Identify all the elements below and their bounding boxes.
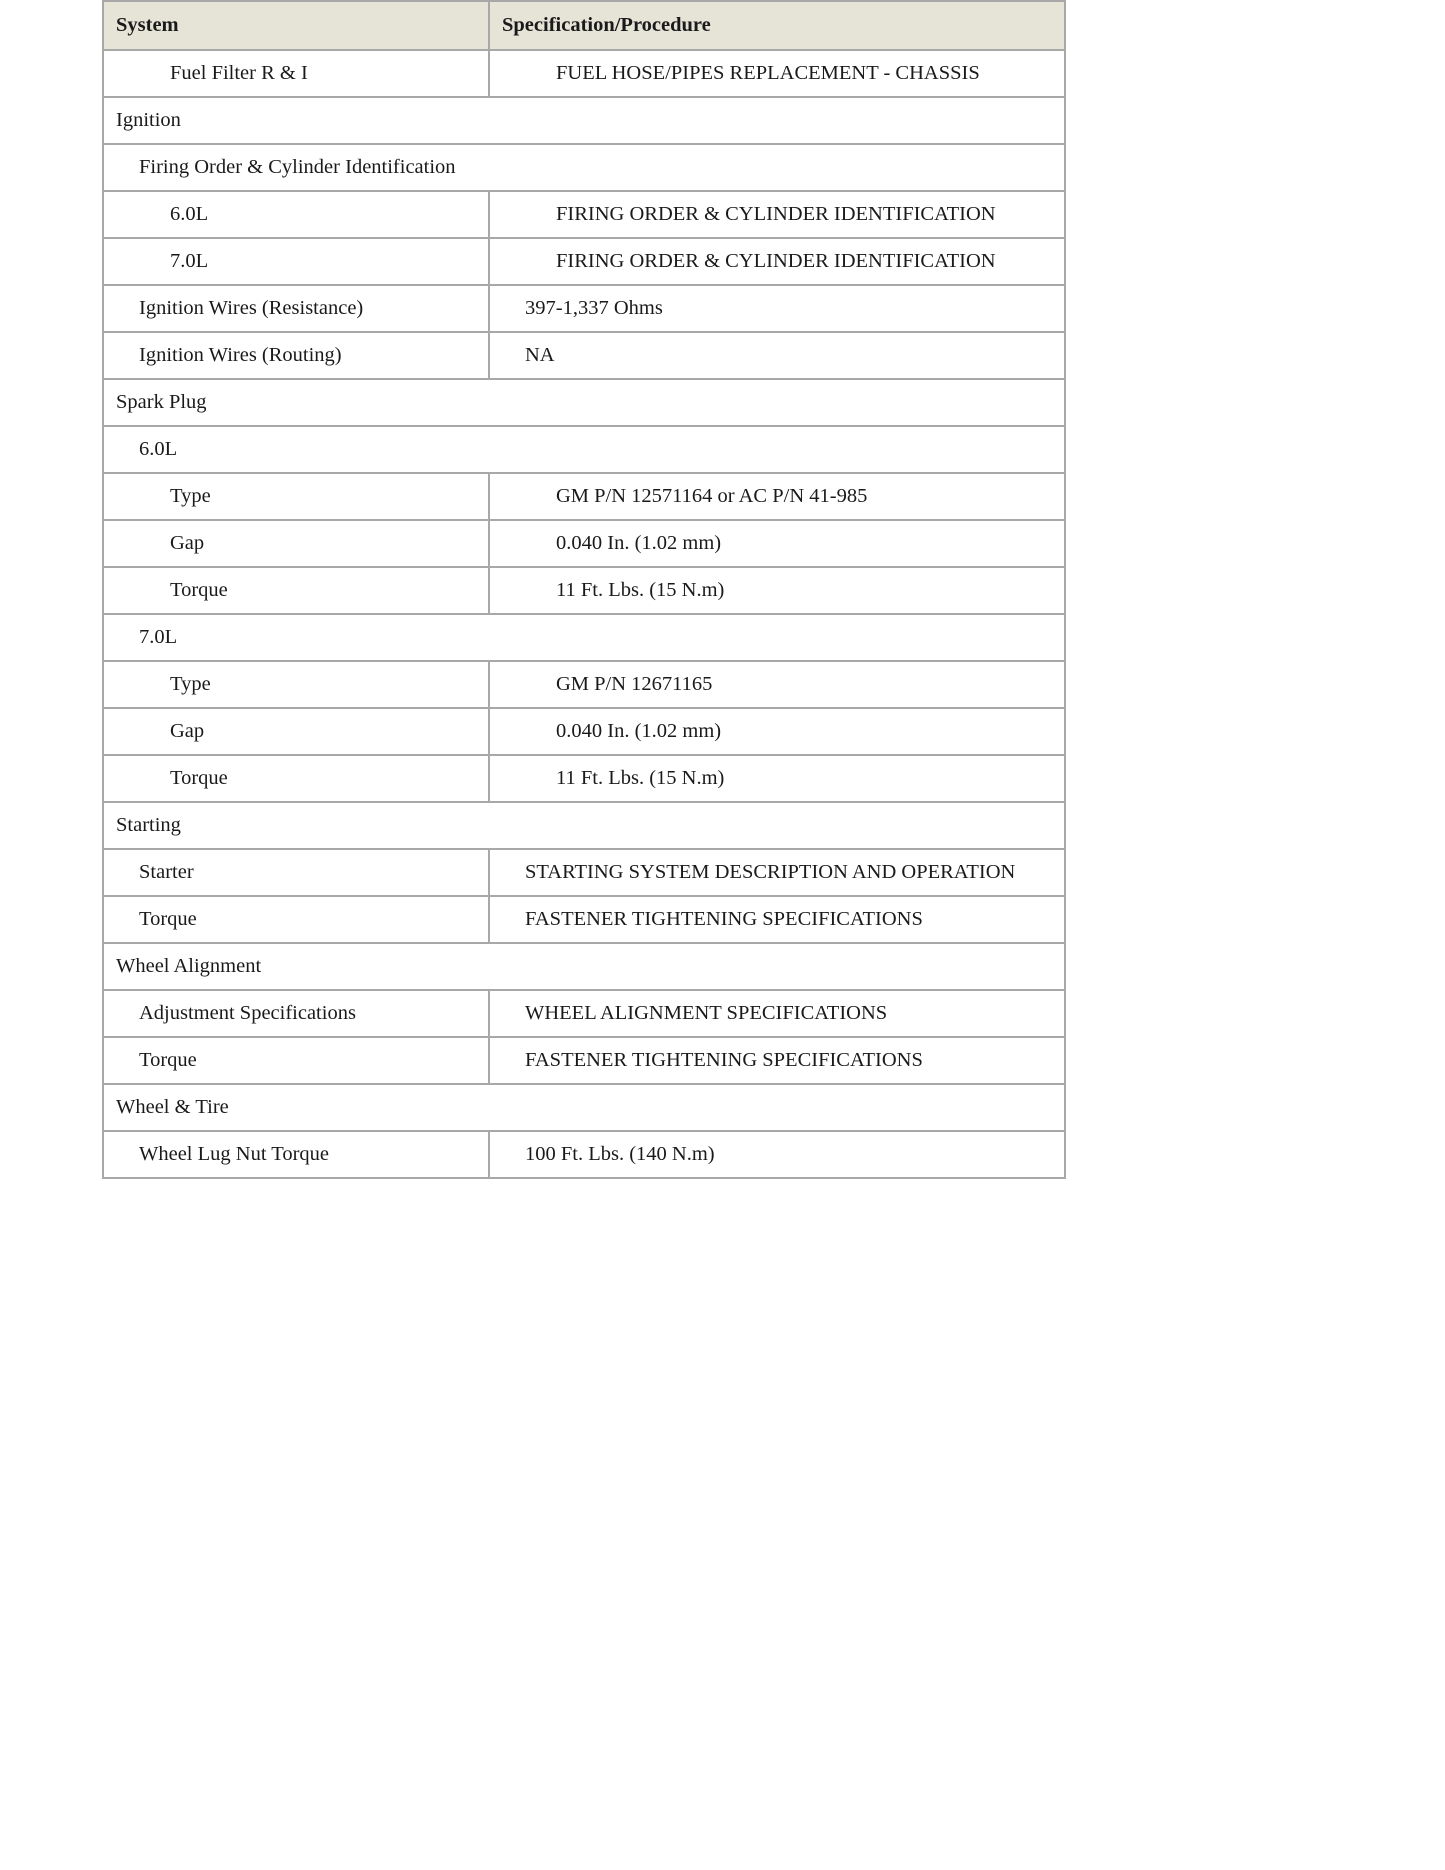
header-system: System [103,1,489,50]
table-row [103,379,1065,426]
specification-cell: 0.040 In. (1.02 mm) [489,520,1065,567]
specification-cell: 100 Ft. Lbs. (140 N.m) [489,1131,1065,1178]
table-row [103,97,1065,144]
table-header [103,1,1065,50]
specification-cell: FIRING ORDER & CYLINDER IDENTIFICATION [489,238,1065,285]
table-row [103,332,1065,379]
system-cell: Torque [103,896,489,943]
specification-cell: FUEL HOSE/PIPES REPLACEMENT - CHASSIS [489,50,1065,97]
table-row [103,755,1065,802]
table-row [103,567,1065,614]
table-row [103,50,1065,97]
table-row [103,1037,1065,1084]
system-cell: Torque [103,755,489,802]
system-cell: Wheel Lug Nut Torque [103,1131,489,1178]
header-specification: Specification/Procedure [489,1,1065,50]
table-row [103,285,1065,332]
section-heading: Ignition [103,97,1065,144]
specification-cell: NA [489,332,1065,379]
table-row [103,708,1065,755]
specification-cell: 11 Ft. Lbs. (15 N.m) [489,567,1065,614]
table-row [103,1131,1065,1178]
system-cell: Ignition Wires (Resistance) [103,285,489,332]
spec-table [102,0,1066,1179]
header-row [103,1,1065,50]
subsection-heading: 7.0L [103,614,1065,661]
system-cell: Starter [103,849,489,896]
table-row [103,520,1065,567]
system-cell: Gap [103,520,489,567]
table-row [103,426,1065,473]
system-cell: Fuel Filter R & I [103,50,489,97]
table-row [103,849,1065,896]
specification-cell: 0.040 In. (1.02 mm) [489,708,1065,755]
system-cell: Torque [103,1037,489,1084]
table-row [103,802,1065,849]
system-cell: Ignition Wires (Routing) [103,332,489,379]
table-row [103,473,1065,520]
specification-cell: FASTENER TIGHTENING SPECIFICATIONS [489,896,1065,943]
specification-cell: 397-1,337 Ohms [489,285,1065,332]
subsection-heading: 6.0L [103,426,1065,473]
section-heading: Wheel Alignment [103,943,1065,990]
system-cell: Gap [103,708,489,755]
specification-cell: GM P/N 12571164 or AC P/N 41-985 [489,473,1065,520]
specification-cell: WHEEL ALIGNMENT SPECIFICATIONS [489,990,1065,1037]
table-row [103,896,1065,943]
table-body [103,50,1065,1178]
table-row [103,191,1065,238]
system-cell: Type [103,473,489,520]
table-row [103,943,1065,990]
table-row [103,144,1065,191]
specification-cell: FIRING ORDER & CYLINDER IDENTIFICATION [489,191,1065,238]
table-row [103,990,1065,1037]
section-heading: Wheel & Tire [103,1084,1065,1131]
system-cell: 6.0L [103,191,489,238]
table-row [103,614,1065,661]
system-cell: Torque [103,567,489,614]
section-heading: Starting [103,802,1065,849]
specification-cell: 11 Ft. Lbs. (15 N.m) [489,755,1065,802]
specification-cell: GM P/N 12671165 [489,661,1065,708]
subsection-heading: Firing Order & Cylinder Identification [103,144,1065,191]
specification-cell: FASTENER TIGHTENING SPECIFICATIONS [489,1037,1065,1084]
system-cell: 7.0L [103,238,489,285]
table-row [103,661,1065,708]
specification-cell: STARTING SYSTEM DESCRIPTION AND OPERATION [489,849,1065,896]
system-cell: Adjustment Specifications [103,990,489,1037]
table-row [103,238,1065,285]
system-cell: Type [103,661,489,708]
section-heading: Spark Plug [103,379,1065,426]
table-row [103,1084,1065,1131]
